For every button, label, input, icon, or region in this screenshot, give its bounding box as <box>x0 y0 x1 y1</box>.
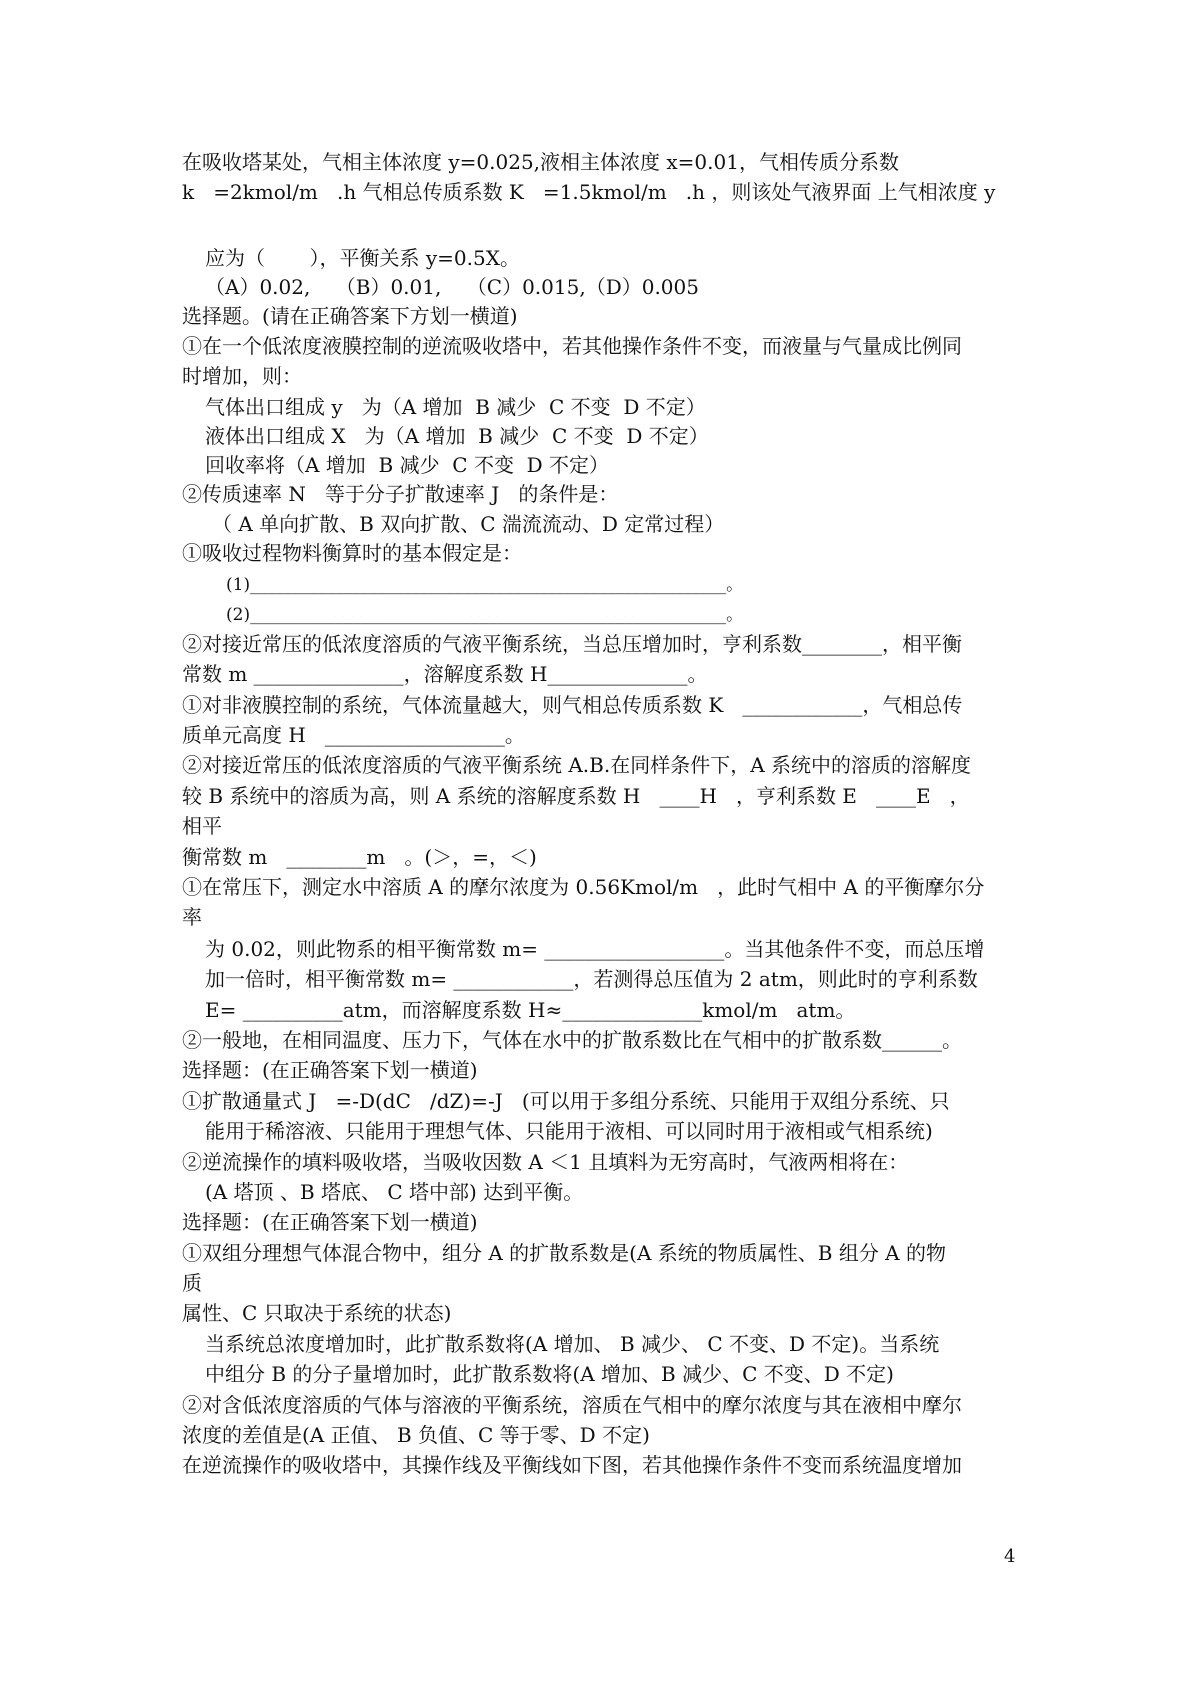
text-line: ②逆流操作的填料吸收塔，当吸收因数 A ＜1 且填料为无穷高时，气液两相将在： <box>182 1150 909 1174</box>
text-line: 质单元高度 H __________________。 <box>182 723 525 747</box>
text-line: (2)________________________________________________________。 <box>226 605 744 625</box>
text-line: ②一般地，在相同温度、压力下，气体在水中的扩散系数比在气相中的扩散系数______。 <box>182 1028 962 1052</box>
text-line: 中组分 B 的分子量增加时，此扩散系数将(A 增加、B 减少、C 不变、D 不定) <box>205 1362 894 1386</box>
text-line: 选择题：(在正确答案下划一横道) <box>182 1210 478 1234</box>
text-line: 浓度的差值是(A 正值、 B 负值、C 等于零、D 不定) <box>182 1423 650 1447</box>
text-line: 相平 <box>182 814 222 838</box>
text-line: （ A 单向扩散、B 双向扩散、C 湍流流动、D 定常过程） <box>212 512 725 536</box>
text-line: 应为（ ），平衡关系 y=0.5X。 <box>205 246 520 270</box>
text-line: 回收率将（A 增加 B 减少 C 不变 D 不定） <box>205 453 610 477</box>
text-line: 选择题：(在正确答案下划一横道) <box>182 1058 478 1082</box>
text-line: 质 <box>182 1271 202 1295</box>
text-line: 常数 m _______________，溶解度系数 H______________。 <box>182 662 708 686</box>
text-line: ②对含低浓度溶质的气体与溶液的平衡系统，溶质在气相中的摩尔浓度与其在液相中摩尔 <box>182 1393 962 1417</box>
text-line: ②对接近常压的低浓度溶质的气液平衡系统 A.B.在同样条件下，A 系统中的溶质的溶解度 <box>182 753 972 777</box>
text-line: 气体出口组成 y 为（A 增加 B 减少 C 不变 D 不定） <box>205 395 706 419</box>
text-line: 时增加，则： <box>182 364 302 388</box>
text-line: 加一倍时，相平衡常数 m= ____________，若测得总压值为 2 atm，则此时的亨利系数 <box>205 967 978 991</box>
text-line: （A）0.02, （B）0.01, （C）0.015,（D）0.005 <box>205 275 699 299</box>
text-line: E= __________atm，而溶解度系数 H≈______________kmol/m atm。 <box>205 998 856 1022</box>
text-line: ①扩散通量式 J =-D(dC /dZ)=-J (可以用于多组分系统、只能用于双组分系统、只 <box>182 1089 950 1113</box>
text-line: ①吸收过程物料衡算时的基本假定是： <box>182 541 522 565</box>
text-line: ②对接近常压的低浓度溶质的气液平衡系统，当总压增加时，亨利系数________，相平衡 <box>182 632 962 656</box>
text-line: 能用于稀溶液、只能用于理想气体、只能用于液相、可以同时用于液相或气相系统) <box>205 1119 933 1143</box>
text-line: 在逆流操作的吸收塔中，其操作线及平衡线如下图，若其他操作条件不变而系统温度增加 <box>182 1453 962 1477</box>
text-line: 衡常数 m ________m 。(＞，=，＜) <box>182 845 537 869</box>
text-line: 选择题。(请在正确答案下方划一横道) <box>182 304 518 328</box>
text-line: ①在常压下，测定水中溶质 A 的摩尔浓度为 0.56Kmol/m ，此时气相中 A 的平衡摩尔分 <box>182 875 985 899</box>
text-line: 率 <box>182 905 202 929</box>
text-line: k =2kmol/m .h 气相总传质系数 K =1.5kmol/m .h ，则该处气液界面 上气相浓度 y <box>182 180 996 204</box>
text-line: 为 0.02，则此物系的相平衡常数 m= __________________。当其他条件不变，而总压增 <box>205 937 985 961</box>
text-line: ①在一个低浓度液膜控制的逆流吸收塔中，若其他操作条件不变，而液量与气量成比例同 <box>182 334 962 358</box>
text-line: ②传质速率 N 等于分子扩散速率 J 的条件是： <box>182 482 619 506</box>
text-line: ①对非液膜控制的系统，气体流量越大，则气相总传质系数 K ____________，气相总传 <box>182 693 963 717</box>
text-line: 当系统总浓度增加时，此扩散系数将(A 增加、 B 减少、 C 不变、D 不定)。当系统 <box>205 1332 940 1356</box>
text-line: 在吸收塔某处，气相主体浓度 y=0.025,液相主体浓度 x=0.01，气相传质分系数 <box>182 150 899 174</box>
page-number: 4 <box>1004 1546 1016 1567</box>
text-line: (1)________________________________________________________。 <box>226 575 744 595</box>
text-line: 较 B 系统中的溶质为高，则 A 系统的溶解度系数 H ____H ，亨利系数 E ____E ， <box>182 784 970 808</box>
text-line: ①双组分理想气体混合物中，组分 A 的扩散系数是(A 系统的物质属性、B 组分 A 的物 <box>182 1241 946 1265</box>
text-line: 液体出口组成 X 为（A 增加 B 减少 C 不变 D 不定） <box>205 424 709 448</box>
text-line: (A 塔顶 、B 塔底、 C 塔中部) 达到平衡。 <box>205 1180 584 1204</box>
text-line: 属性、C 只取决于系统的状态) <box>182 1301 452 1325</box>
